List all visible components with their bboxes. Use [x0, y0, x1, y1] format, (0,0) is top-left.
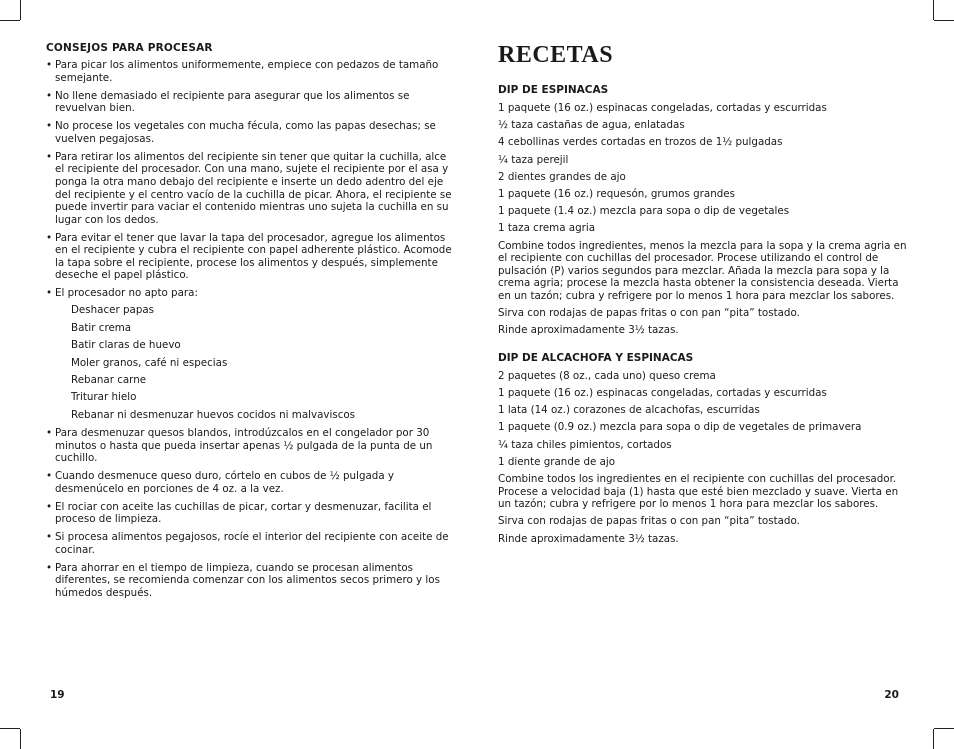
tip-item: • Si procesa alimentos pegajosos, rocíe el interior del recipiente con aceite de cocinar.	[46, 531, 456, 556]
tip-item-not-suitable	[46, 287, 456, 421]
ingredient: ¼ taza perejil	[498, 153, 569, 166]
tip-item: • El rociar con aceite las cuchillas de picar, cortar y desmenuzar, facilita el proceso de limpieza.	[46, 501, 456, 526]
crop-mark	[933, 729, 934, 749]
ingredient: 2 paquetes (8 oz., cada uno) queso crema	[498, 369, 716, 382]
page-title: RECETAS	[498, 42, 614, 68]
not-suitable-item: Batir crema	[71, 321, 132, 334]
recipe-serve: Sirva con rodajas de papas fritas o con pan “pita” tostado.	[498, 515, 800, 528]
recipe-yield: Rinde aproximadamente 3½ tazas.	[498, 324, 679, 337]
recipe-yield: Rinde aproximadamente 3½ tazas.	[498, 532, 679, 545]
ingredient: 2 dientes grandes de ajo	[498, 170, 626, 183]
recipe-serve: Sirva con rodajas de papas fritas o con pan “pita” tostado.	[498, 307, 800, 320]
ingredient-list	[498, 102, 912, 235]
recipe-name: DIP DE ESPINACAS	[498, 84, 609, 96]
ingredient: 1 paquete (16 oz.) requesón, grumos grandes	[498, 187, 735, 200]
not-suitable-item: Moler granos, café ni especias	[71, 356, 228, 369]
ingredient-list	[498, 370, 912, 469]
not-suitable-item: Batir claras de huevo	[71, 339, 181, 352]
crop-mark	[933, 0, 934, 20]
ingredient: 1 paquete (16 oz.) espinacas congeladas, cortadas y escurridas	[498, 387, 827, 400]
ingredient: 1 taza crema agria	[498, 222, 596, 235]
not-suitable-intro: El procesador no apto para:	[55, 287, 198, 300]
tip-item: • No llene demasiado el recipiente para asegurar que los alimentos se revuelvan bien.	[46, 90, 456, 115]
ingredient: 1 diente grande de ajo	[498, 455, 616, 468]
not-suitable-item: Triturar hielo	[71, 391, 137, 404]
ingredient: 1 paquete (16 oz.) espinacas congeladas, cortadas y escurridas	[498, 102, 827, 114]
tip-item: • Para retirar los alimentos del recipiente sin tener que quitar la cuchilla, alce el recipiente del procesador. Con una mano, sujete el recipiente por el asa y ponga la otra mano debajo del recipiente e inserte un dedo adentro del eje del recipiente y el centro vacío de la cuchilla de picar. Ahora, el recipiente se puede invertir para vaciar el contenido mientras uno sujeta la cuchilla en su lugar con los dedos.	[46, 151, 456, 227]
ingredient: ½ taza castañas de agua, enlatadas	[498, 119, 685, 132]
tip-item: • No procese los vegetales con mucha fécula, como las papas desechas; se vuelven pegajosas.	[46, 120, 456, 145]
crop-mark	[934, 20, 954, 21]
not-suitable-item: Deshacer papas	[71, 304, 155, 317]
recipe-spinach-dip	[498, 84, 912, 337]
ingredient: 1 paquete (1.4 oz.) mezcla para sopa o dip de vegetales	[498, 205, 790, 218]
crop-mark	[20, 0, 21, 20]
crop-mark	[20, 729, 21, 749]
ingredient: 4 cebollinas verdes cortadas en trozos de 1½ pulgadas	[498, 136, 783, 149]
recipe-instructions: Combine todos los ingredientes en el recipiente con cuchillas del procesador. Procese a velocidad baja (1) hasta que esté bien mezclado y suave. Vierta en un tazón; cubra y refrigere por lo menos 1 hora para mezclar los sabores.	[498, 472, 899, 511]
section-heading: CONSEJOS PARA PROCESAR	[46, 42, 213, 54]
crop-mark	[934, 728, 954, 729]
page-number-left: 19	[50, 689, 65, 701]
not-suitable-item: Rebanar carne	[71, 373, 147, 386]
tip-item: • Cuando desmenuce queso duro, córtelo en cubos de ½ pulgada y desmenúcelo en porciones de 4 oz. a la vez.	[46, 470, 456, 495]
recipe-artichoke-spinach-dip	[498, 352, 912, 545]
tip-item: • Para picar los alimentos uniformemente, empiece con pedazos de tamaño semejante.	[46, 59, 456, 84]
not-suitable-item: Rebanar ni desmenuzar huevos cocidos ni malvaviscos	[71, 408, 356, 421]
crop-mark	[0, 20, 20, 21]
tip-item: • Para desmenuzar quesos blandos, introdúzcalos en el congelador por 30 minutos o hasta que pueda insertar apenas ½ pulgada de la punta de un cuchillo.	[46, 427, 456, 465]
ingredient: 1 paquete (0.9 oz.) mezcla para sopa o dip de vegetales de primavera	[498, 421, 862, 434]
page-number-right: 20	[884, 689, 899, 701]
tip-item: • Para evitar el tener que lavar la tapa del procesador, agregue los alimentos en el recipiente y cubra el recipiente con papel adherente plástico. Acomode la tapa sobre el recipiente, procese los alimentos y después, simplemente deseche el papel plástico.	[46, 232, 456, 282]
ingredient: 1 lata (14 oz.) corazones de alcachofas, escurridas	[498, 404, 760, 417]
recipe-name: DIP DE ALCACHOFA Y ESPINACAS	[498, 351, 694, 364]
ingredient: ¼ taza chiles pimientos, cortados	[498, 438, 672, 451]
left-page	[46, 42, 456, 605]
crop-mark	[0, 728, 20, 729]
recipe-instructions: Combine todos ingredientes, menos la mezcla para la sopa y la crema agria en el recipiente con cuchillas del procesador. Procese utilizando el control de pulsación (P) varios segundos para mezclar. Añada la mezcla para sopa y la crema agria; procese la mezcla hasta obtener la consistencia deseada. Vierta en un tazón; cubra y refrigere por lo menos 1 hora para mezclar los sabores.	[498, 239, 907, 302]
not-suitable-list	[62, 304, 456, 422]
tips-list	[46, 59, 456, 600]
tip-item: • Para ahorrar en el tiempo de limpieza, cuando se procesan alimentos diferentes, se recomienda comenzar con los alimentos secos primero y los húmedos después.	[46, 562, 456, 600]
right-page	[498, 42, 912, 560]
